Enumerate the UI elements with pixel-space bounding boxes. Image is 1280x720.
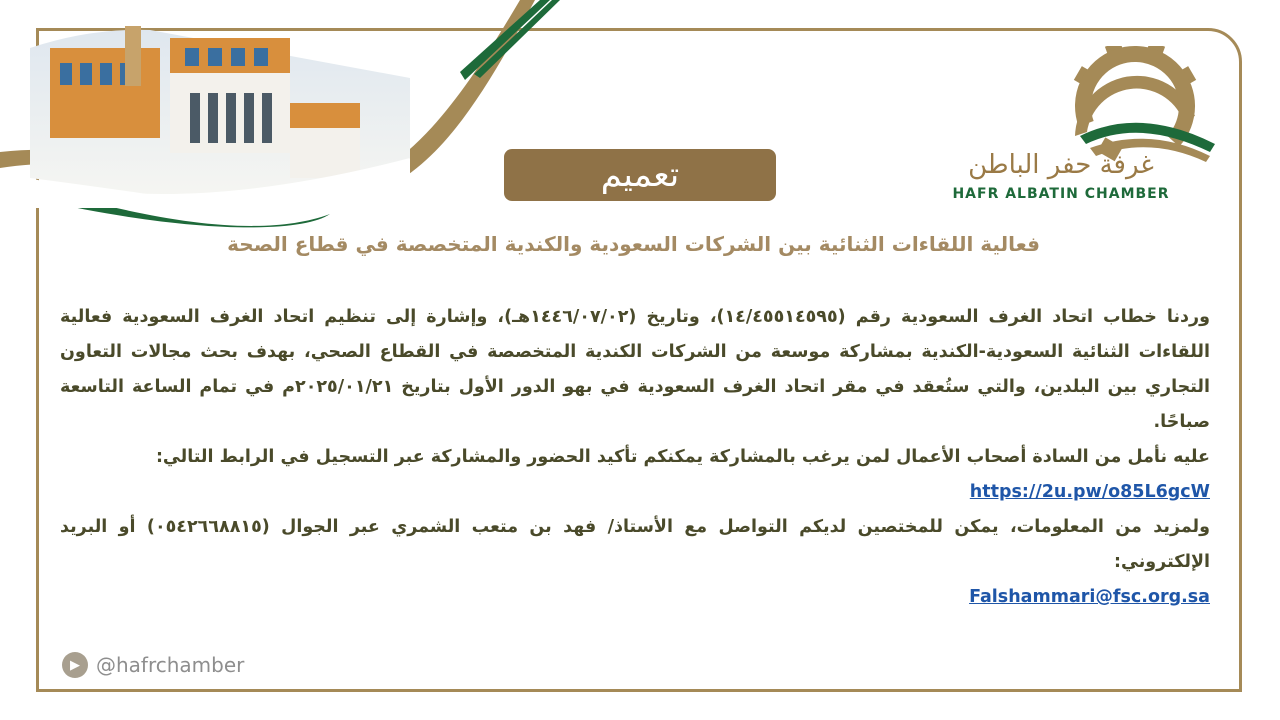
logo-english-name: HAFR ALBATIN CHAMBER [952,186,1170,202]
contact-email-link[interactable]: Falshammari@fsc.org.sa [969,587,1210,607]
logo-arabic-name: غرفة حفر الباطن [968,150,1154,180]
circular-banner: تعميم [504,149,776,201]
registration-paragraph: عليه نأمل من السادة أصحاب الأعمال لمن يرغب بالمشاركة يمكنكم تأكيد الحضور والمشاركة عبر التسجيل في الرابط التالي: [155,447,1210,467]
event-title: فعالية اللقاءات الثنائية بين الشركات السعودية والكندية المتخصصة في قطاع الصحة [227,232,1040,256]
registration-link[interactable]: https://2u.pw/o85L6gcW [969,482,1210,502]
contact-paragraph: ولمزيد من المعلومات، يمكن للمختصين لديكم التواصل مع الأستاذ/ فهد بن متعب الشمري عبر الجوال (٠٥٤٢٦٦٨٨١٥) أو البريد الإلكتروني: [60,517,1211,572]
intro-paragraph: وردنا خطاب اتحاد الغرف السعودية رقم (١٤/٤٥٥١٤٥٩٥)، وتاريخ (١٤٤٦/٠٧/٠٢هـ)، وإشارة إلى تنظيم اتحاد الغرف السعودية فعالية اللقاءات الثنائية السعودية-الكندية بمشاركة موسعة من الشركات الكندية المتخصصة في القطاع الصحي، بهدف بحث مجالات التعاون التجاري بين البلدين، والتي ستُعقد في مقر اتحاد الغرف السعودية في بهو الدور الأول بتاريخ ٢٠٢٥/٠١/٢١م في تمام الساعة التاسعة صباحًا. [60,307,1210,432]
circular-body [60,300,1210,615]
building-photo [30,18,410,208]
gear-field-logo-icon [940,46,1220,206]
twitter-handle[interactable]: @hafrchamber [96,653,245,677]
twitter-bird-icon: ▶ [62,652,88,678]
social-footer [62,652,244,678]
